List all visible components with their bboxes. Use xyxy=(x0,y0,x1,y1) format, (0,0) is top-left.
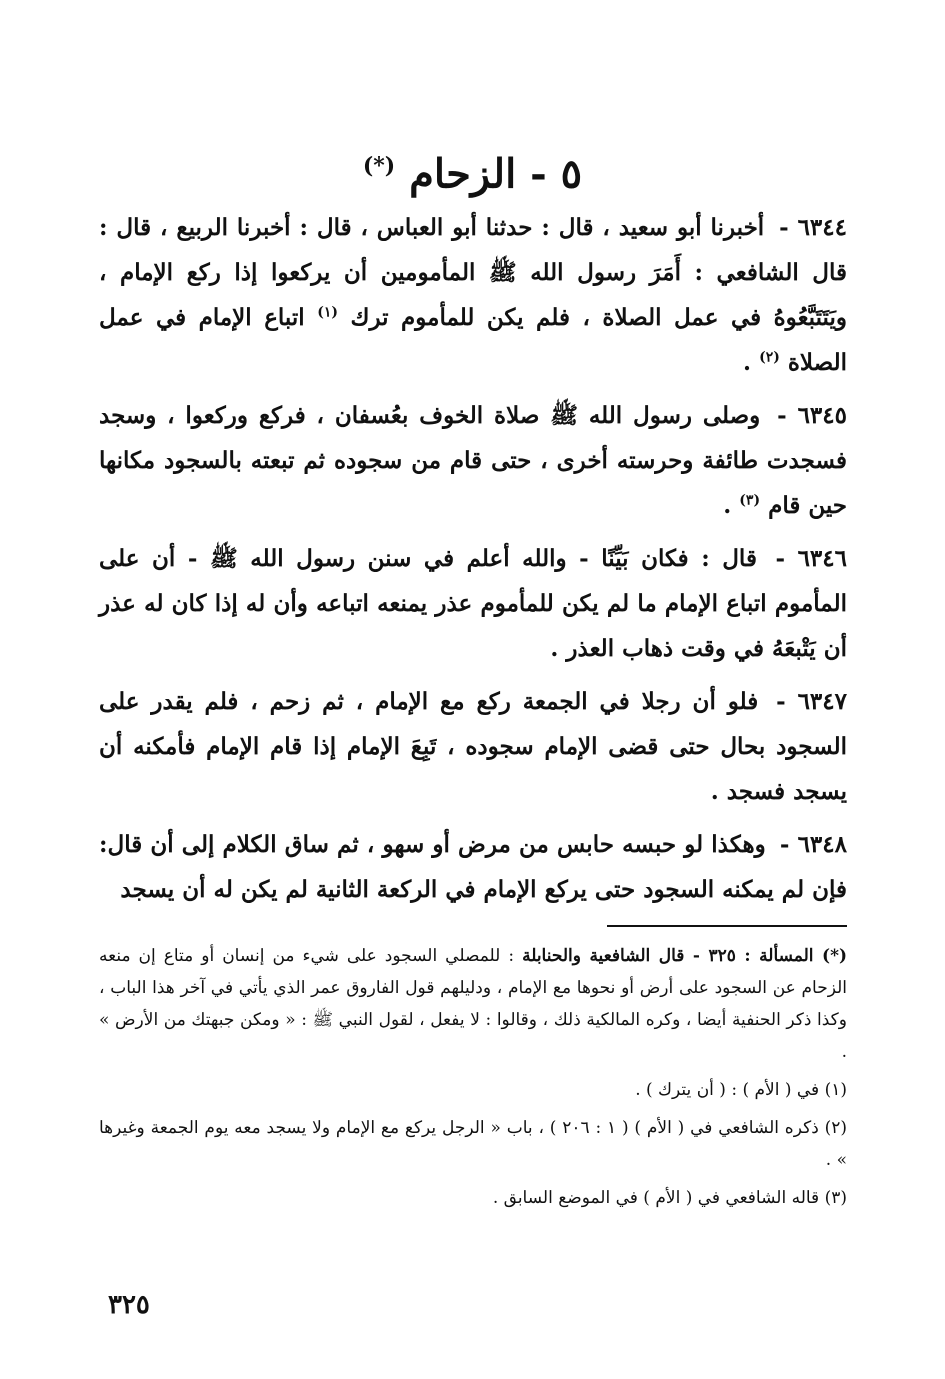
footnote-ref-2: (٢) xyxy=(759,349,780,366)
paragraph-6347 xyxy=(99,679,847,814)
paragraph-number: ٦٣٤٧ - xyxy=(776,688,847,715)
paragraph-6348 xyxy=(99,822,847,912)
footnote-text: (٣) قاله الشافعي في ( الأم ) في الموضع السابق . xyxy=(492,1188,847,1208)
paragraph-text: فلو أن رجلا في الجمعة ركع مع الإمام ، ثم زحم ، فلم يقدر على السجود بحال حتى قضى الإمام سجوده ، تَبِعَ الإمام إذا قام الإمام فأمكنه أن يسجد فسجد . xyxy=(99,688,847,805)
paragraph-number: ٦٣٤٦ - xyxy=(775,545,847,572)
footnote-2 xyxy=(99,1112,847,1176)
paragraph-end: . xyxy=(743,349,752,376)
paragraph-6344 xyxy=(99,205,847,385)
footnote-heading: (*) المسألة : ٣٢٥ - قال الشافعية والحنابلة xyxy=(522,946,848,966)
footnote-1 xyxy=(99,1074,847,1106)
footnotes xyxy=(99,940,847,1220)
page-number: ٣٢٥ xyxy=(108,1290,150,1320)
footnote-ref-1: (١) xyxy=(317,304,338,321)
paragraph-end: . xyxy=(723,492,732,519)
paragraph-6346 xyxy=(99,536,847,671)
paragraph-number: ٦٣٤٤ - xyxy=(779,214,847,241)
paragraph-6345 xyxy=(99,393,847,528)
footnote-text: (١) في ( الأم ) : ( أن يترك ) . xyxy=(635,1080,847,1100)
paragraph-text: أخبرنا أبو سعيد ، قال : حدثنا أبو العباس ، قال : أخبرنا الربيع ، قال : قال الشافعي : أَمَرَ رسول الله ﷺ المأمومين أن يركعوا إذا ركع الإمام ، ويَتَتَبَّعُوهُ في عمل الصلاة ، فلم يكن للمأموم ترك xyxy=(99,214,847,331)
footnote-text: : للمصلي السجود على شيء من إنسان أو متاع إن منعه الزحام عن السجود على أرض أو نحوها مع الإمام ، ودليلهم قول الفاروق عمر الذي يأتي في آخر هذا الباب ، وكذا ذكر الحنفية أيضا ، وكره المالكية ذلك ، وقالوا : لا يفعل ، لقول النبي ﷺ : « ومكن جبهتك من الأرض » . xyxy=(99,946,847,1062)
section-title xyxy=(100,140,845,200)
section-title-text: ٥ - الزحام xyxy=(409,150,583,198)
paragraph-number: ٦٣٤٥ - xyxy=(777,402,847,429)
paragraph-text-continued: اتباع الإمام في عمل الصلاة xyxy=(99,304,847,376)
footnote-3 xyxy=(99,1182,847,1214)
main-text xyxy=(99,205,847,920)
section-title-footnote-mark: (*) xyxy=(362,153,396,179)
paragraph-text: وهكذا لو حبسه حابس من مرض أو سهو ، ثم ساق الكلام إلى أن قال: فإن لم يمكنه السجود حتى يركع الإمام في الركعة الثانية لم يكن له أن يسجد xyxy=(99,831,847,903)
footnote-text: (٢) ذكره الشافعي في ( الأم ) ( ١ : ٢٠٦ ) ، باب « الرجل يركع مع الإمام ولا يسجد معه يوم الجمعة وغيرها » . xyxy=(99,1118,847,1170)
footnote-star xyxy=(99,940,847,1068)
paragraph-text: وصلى رسول الله ﷺ صلاة الخوف بعُسفان ، فركع وركعوا ، وسجد فسجدت طائفة وحرسته أخرى ، حتى قام من سجوده ثم تبعته بالسجود مكانها حين قام xyxy=(99,402,847,519)
paragraph-text: قال : فكان بَيِّنًا - والله أعلم في سنن رسول الله ﷺ - أن على المأموم اتباع الإمام ما لم يكن للمأموم عذر يمنعه اتباعه وأن له إذا كان له عذر أن يَتْبعَهُ في وقت ذهاب العذر . xyxy=(99,545,847,662)
paragraph-number: ٦٣٤٨ - xyxy=(779,831,847,858)
footnote-ref-3: (٣) xyxy=(739,492,761,509)
footnote-divider xyxy=(607,925,847,927)
